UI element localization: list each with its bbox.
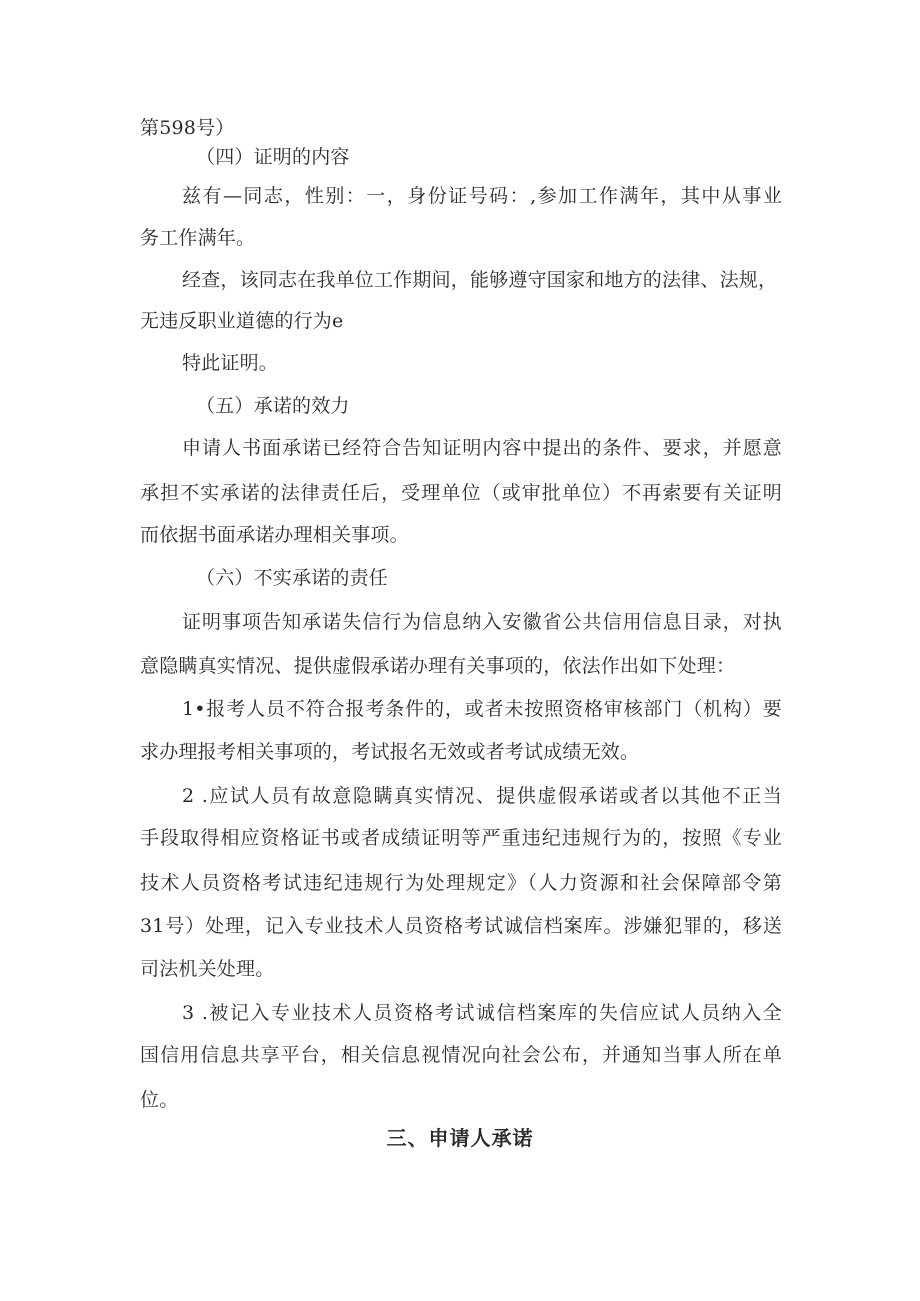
text-line-14: 意隐瞒真实情况、提供虚假承诺办理有关事项的，依法作出如下处理：: [140, 655, 736, 677]
text-line-21: 司法机关处理。: [140, 958, 275, 980]
text-line-9: 申请人书面承诺已经符合告知证明内容中提出的条件、要求，并愿意: [182, 437, 782, 459]
subheading-proof-content: （四）证明的内容: [196, 146, 350, 168]
text-line-7: 特此证明。: [182, 352, 279, 374]
text-line-23: 国信用信息共享平台，相关信息视情况向社会公布，并通知当事人所在单: [140, 1044, 782, 1066]
text-line-24: 位。: [140, 1089, 179, 1111]
text-line-19: 技术人员资格考试违纪违规行为处理规定》（人力资源和社会保障部令第: [140, 872, 782, 894]
subheading-promise-effect: （五）承诺的效力: [196, 395, 350, 417]
text-line-3: 兹有—同志，性别：一，身份证号码：,参加工作满年，其中从事业: [182, 185, 782, 207]
text-line-22: 3 .被记入专业技术人员资格考试诚信档案库的失信应试人员纳入全: [182, 1002, 782, 1024]
text-line-16: 求办理报考相关事项的，考试报名无效或者考试成绩无效。: [140, 741, 640, 763]
text-line-1: 第598号）: [140, 117, 235, 139]
text-line-11: 而依据书面承诺办理相关事项。: [140, 524, 409, 546]
text-line-6: 无违反职业道德的行为e: [140, 310, 344, 332]
text-line-4: 务工作满年。: [140, 227, 256, 249]
text-line-5: 经查，该同志在我单位工作期间，能够遵守国家和地方的法律、法规，: [182, 269, 778, 291]
text-line-20: 31号）处理，记入专业技术人员资格考试诚信档案库。涉嫌犯罪的，移送: [140, 915, 782, 937]
subheading-false-promise: （六）不实承诺的责任: [196, 567, 389, 589]
text-line-17: 2 .应试人员有故意隐瞒真实情况、提供虚假承诺或者以其他不正当: [182, 785, 782, 807]
text-line-15: 1•报考人员不符合报考条件的，或者未按照资格审核部门（机构）要: [182, 698, 782, 720]
text-line-18: 手段取得相应资格证书或者成绩证明等严重违纪违规行为的，按照《专业: [140, 827, 782, 849]
text-line-13: 证明事项告知承诺失信行为信息纳入安徽省公共信用信息目录，对执: [182, 611, 782, 633]
text-line-10: 承担不实承诺的法律责任后，受理单位（或审批单位）不再索要有关证明: [140, 482, 782, 504]
section-heading: 三、申请人承诺: [386, 1126, 534, 1150]
